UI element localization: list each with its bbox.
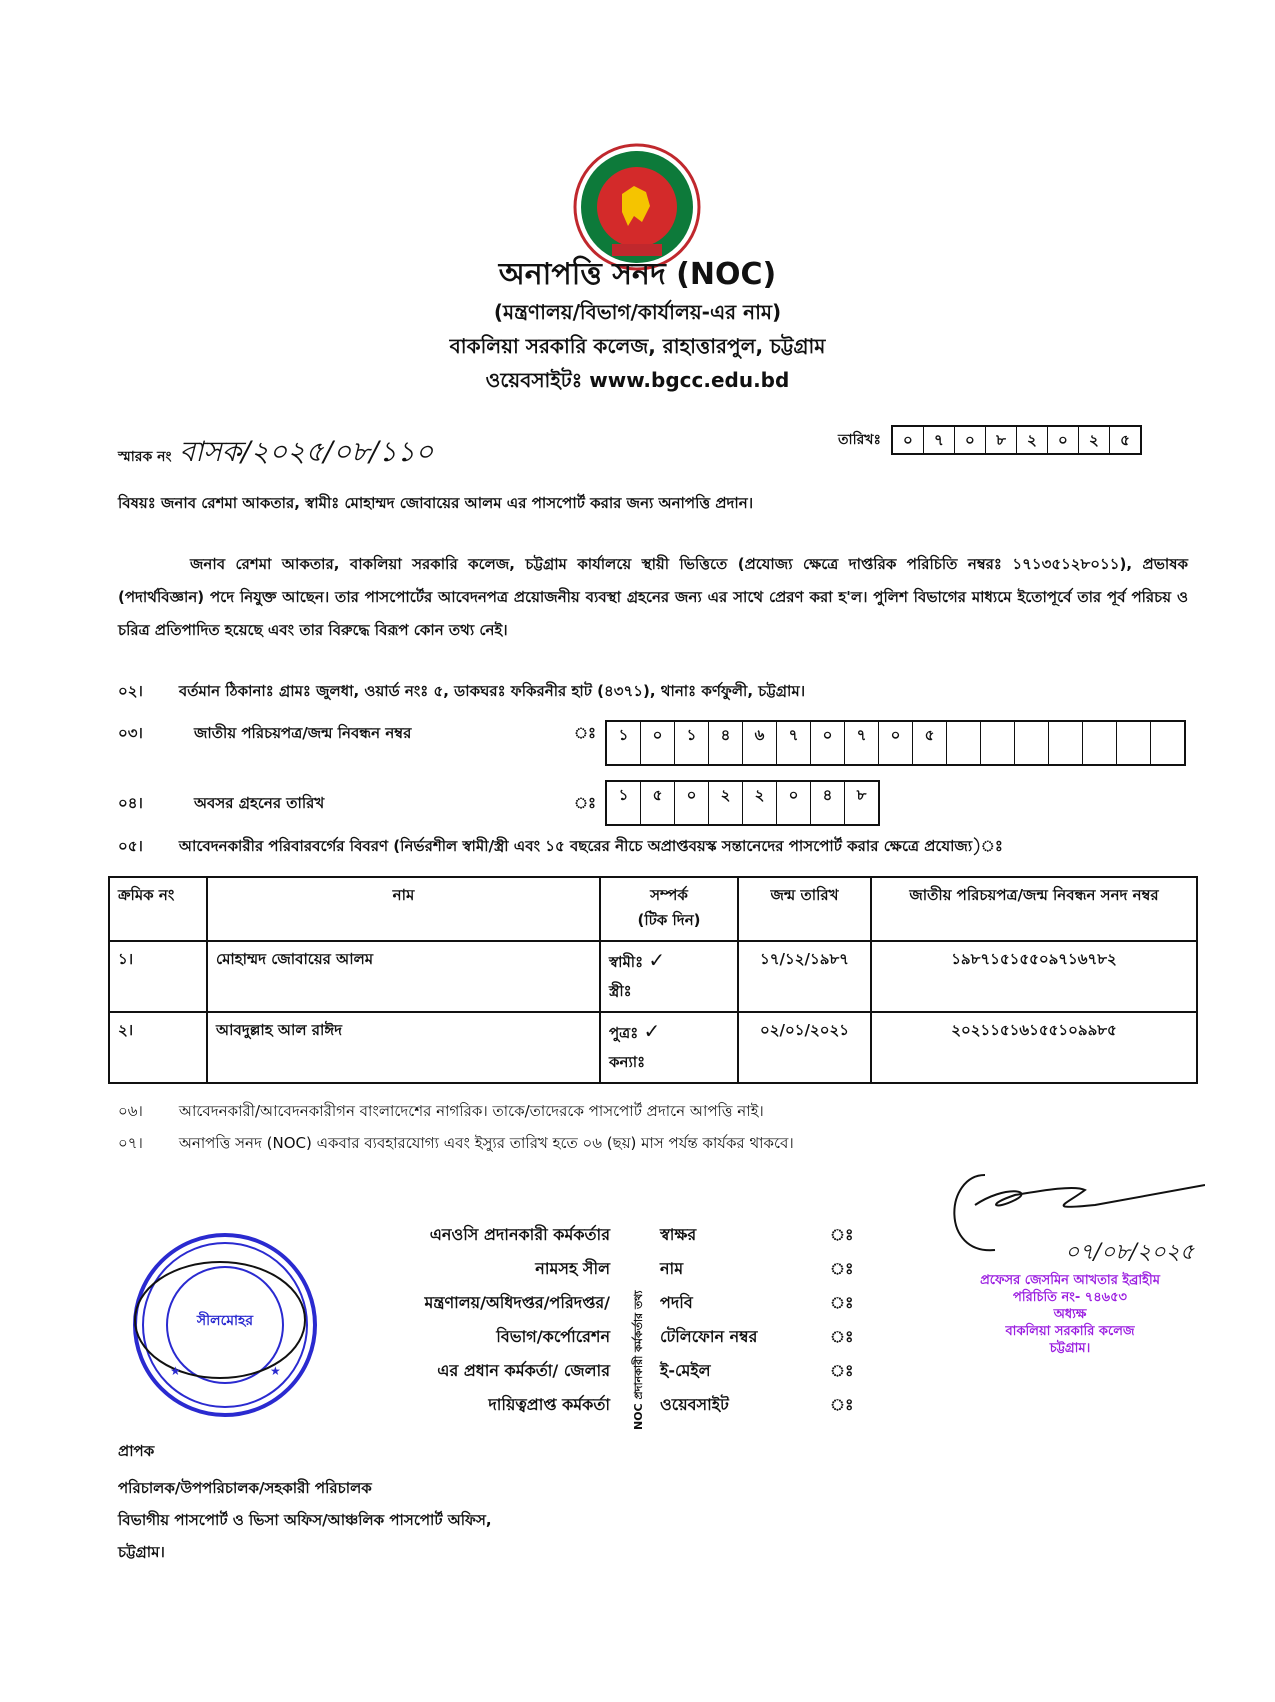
handwritten-signature bbox=[945, 1165, 1205, 1265]
field-colon: ঃ bbox=[830, 1361, 854, 1380]
cell-relation bbox=[600, 1012, 738, 1083]
date-digit-boxes bbox=[891, 425, 1142, 455]
field-colon: ঃ bbox=[830, 1225, 854, 1244]
digit-box: ৬ bbox=[743, 722, 777, 764]
officer-field-label bbox=[660, 1222, 860, 1256]
digit-box bbox=[1049, 722, 1083, 764]
relation-label: স্বামীঃ bbox=[609, 953, 644, 971]
header-id: জাতীয় পরিচয়পত্র/জন্ম নিবন্ধন সনদ নম্বর bbox=[871, 877, 1197, 941]
body-paragraph: জনাব রেশমা আকতার, বাকলিয়া সরকারি কলেজ, চট্টগ্রাম কার্যালয়ে স্থায়ী ভিত্তিতে (প্রযোজ্য ক্ষেত্রে দাপ্তরিক পরিচিতি নম্বরঃ ১৭১৩৫১২৮০১১), প্রভাষক (পদার্থবিজ্ঞান) পদে নিযুক্ত আছেন। তার পাসপোর্টের আবেদনপত্র প্রয়োজনীয় ব্যবস্থা গ্রহনের জন্য এর সাথে প্রেরণ করা হ'ল। পুলিশ বিভাগের মাধ্যমে ইতোপূর্বে তার পূর্ব পরিচয় ও চরিত্র প্রতিপাদিত হয়েছে এবং তার বিরুদ্ধে বিরূপ কোন তথ্য নেই। bbox=[118, 555, 1188, 639]
item-number: ০৩। bbox=[118, 724, 143, 742]
recipient-address bbox=[118, 1472, 492, 1568]
recipient-label: প্রাপক bbox=[118, 1442, 155, 1460]
name-stamp-line: প্রফেসর জেসমিন আখতার ইব্রাহীম bbox=[980, 1273, 1160, 1288]
digit-box bbox=[1083, 722, 1117, 764]
memo-number bbox=[118, 430, 433, 477]
digit-box: ০ bbox=[955, 427, 986, 453]
officer-field-label: এর প্রধান কর্মকর্তা/ জেলার bbox=[437, 1361, 610, 1380]
cell-name: মোহাম্মদ জোবায়ের আলম bbox=[207, 941, 600, 1012]
date-label: তারিখঃ bbox=[838, 432, 881, 448]
field-label-text: ই-মেইল bbox=[660, 1361, 711, 1380]
subject-line: বিষয়ঃ জনাব রেশমা আকতার, স্বামীঃ মোহাম্মদ জোবায়ের আলম এর পাসপোর্ট করার জন্য অনাপত্তি প্রদান। bbox=[118, 494, 754, 512]
digit-box: ২ bbox=[1079, 427, 1110, 453]
item-04-retirement-date bbox=[118, 792, 604, 817]
digit-box: ৪ bbox=[709, 722, 743, 764]
field-colon: ঃ bbox=[830, 1327, 854, 1346]
digit-box: ১ bbox=[675, 722, 709, 764]
check-mark-icon: ✓ bbox=[643, 1019, 661, 1043]
officer-field-label bbox=[660, 1256, 860, 1290]
relation-label: পুত্রঃ bbox=[609, 1024, 639, 1042]
cell-relation bbox=[600, 941, 738, 1012]
officer-field-label: দায়িত্বপ্রাপ্ত কর্মকর্তা bbox=[488, 1395, 610, 1414]
cell-id: ২০২১১৫১৬১৫৫১০৯৯৮৫ bbox=[871, 1012, 1197, 1083]
item-label: অবসর গ্রহনের তারিখ bbox=[194, 794, 325, 812]
svg-text:★: ★ bbox=[170, 1364, 181, 1378]
memo-value: বাসক/২০২৫/০৮/১১০ bbox=[179, 435, 434, 468]
header-name: নাম bbox=[207, 877, 600, 941]
relation-label: স্ত্রীঃ bbox=[609, 982, 632, 1000]
recipient-line: বিভাগীয় পাসপোর্ট ও ভিসা অফিস/আঞ্চলিক পাসপোর্ট অফিস, bbox=[118, 1511, 492, 1529]
field-label-text: স্বাক্ষর bbox=[660, 1225, 697, 1244]
digit-box bbox=[1151, 722, 1184, 764]
office-website: ওয়েবসাইটঃ www.bgcc.edu.bd bbox=[485, 368, 790, 392]
vertical-noc-label: NOC প্রদানকারী কর্মকর্তার তথ্য bbox=[632, 1290, 645, 1430]
digit-box: ৭ bbox=[924, 427, 955, 453]
item-label: জাতীয় পরিচয়পত্র/জন্ম নিবন্ধন নম্বর bbox=[194, 724, 412, 742]
officer-field-label: এনওসি প্রদানকারী কর্মকর্তার bbox=[429, 1225, 610, 1244]
digit-box: ৮ bbox=[986, 427, 1017, 453]
document-title: অনাপত্তি সনদ (NOC) bbox=[498, 257, 777, 292]
item-colon: ঃ bbox=[574, 794, 597, 812]
item-number: ০৬। bbox=[118, 1102, 143, 1120]
cell-id: ১৯৮৭১৫১৫৫০৯৭১৬৭৮২ bbox=[871, 941, 1197, 1012]
header-serial: ক্রমিক নং bbox=[109, 877, 207, 941]
table-header-row bbox=[109, 877, 1197, 941]
item-text: বর্তমান ঠিকানাঃ গ্রামঃ জুলধা, ওয়ার্ড নংঃ ৫, ডাকঘরঃ ফকিরনীর হাট (৪৩৭১), থানাঃ কর্ণফুলী, চট্টগ্রাম। bbox=[178, 682, 806, 700]
retirement-digit-boxes bbox=[605, 780, 880, 826]
svg-text:সীলমোহর: সীলমোহর bbox=[196, 1313, 254, 1329]
digit-box: ০ bbox=[811, 722, 845, 764]
digit-box: ০ bbox=[879, 722, 913, 764]
item-number: ০৪। bbox=[118, 794, 143, 812]
cell-serial: ২। bbox=[109, 1012, 207, 1083]
name-stamp-line: পরিচিতি নং- ৭৪৬৫৩ bbox=[1013, 1290, 1127, 1305]
recipient-line: চট্টগ্রাম। bbox=[118, 1543, 165, 1561]
item-06-citizenship bbox=[118, 1100, 764, 1125]
digit-box: ২ bbox=[743, 782, 777, 824]
digit-box: ৪ bbox=[811, 782, 845, 824]
cell-dob: ০২/০১/২০২১ bbox=[738, 1012, 871, 1083]
digit-box: ১ bbox=[607, 722, 641, 764]
digit-box bbox=[981, 722, 1015, 764]
item-text: অনাপত্তি সনদ (NOC) একবার ব্যবহারযোগ্য এবং ইস্যুর তারিখ হতে ০৬ (ছয়) মাস পর্যন্ত কার্যকর থাকবে। bbox=[178, 1134, 794, 1152]
field-colon: ঃ bbox=[830, 1293, 854, 1312]
digit-box: ৫ bbox=[641, 782, 675, 824]
field-label-text: টেলিফোন নম্বর bbox=[660, 1327, 758, 1346]
digit-box: ১ bbox=[607, 782, 641, 824]
table-row bbox=[109, 941, 1197, 1012]
check-mark-icon: ✓ bbox=[648, 948, 666, 972]
office-name: বাকলিয়া সরকারি কলেজ, রাহাত্তারপুল, চট্টগ্রাম bbox=[449, 334, 826, 358]
digit-box: ০ bbox=[893, 427, 924, 453]
item-05-family bbox=[118, 835, 1003, 860]
memo-date bbox=[838, 425, 1142, 455]
digit-box: ৭ bbox=[845, 722, 879, 764]
officer-field-label bbox=[660, 1392, 860, 1426]
header-relation: সম্পর্ক (টিক দিন) bbox=[600, 877, 738, 941]
officer-field-label bbox=[660, 1358, 860, 1392]
memo-label: স্মারক নং bbox=[118, 449, 172, 465]
signature-date: ০৭/০৮/২০২৫ bbox=[1065, 1240, 1195, 1265]
nid-digit-boxes bbox=[605, 720, 1186, 766]
officer-field-label bbox=[660, 1290, 860, 1324]
field-colon: ঃ bbox=[830, 1259, 854, 1278]
relation-label: কন্যাঃ bbox=[609, 1053, 646, 1071]
cell-dob: ১৭/১২/১৯৮৭ bbox=[738, 941, 871, 1012]
officer-field-label bbox=[660, 1324, 860, 1358]
digit-box: ০ bbox=[777, 782, 811, 824]
digit-box: ৫ bbox=[1120, 431, 1130, 449]
digit-box: ৫ bbox=[913, 722, 947, 764]
header-dob: জন্ম তারিখ bbox=[738, 877, 871, 941]
item-number: ০৭। bbox=[118, 1134, 143, 1152]
digit-box: ০ bbox=[675, 782, 709, 824]
officer-name-stamp bbox=[935, 1272, 1205, 1357]
item-text: আবেদনকারীর পরিবারবর্গের বিবরণ (নির্ভরশীল স্বামী/স্ত্রী এবং ১৫ বছরের নীচে অপ্রাপ্তবয়স্ক সন্তানেদের পাসপোর্ট করার ক্ষেত্রে প্রযোজ্য)ঃ bbox=[178, 837, 1003, 855]
item-text: আবেদনকারী/আবেদনকারীগন বাংলাদেশের নাগরিক। তাকে/তাদেরকে পাসপোর্ট প্রদানে আপত্তি নাই। bbox=[178, 1102, 764, 1120]
officer-field-label: মন্ত্রণালয়/অধিদপ্তর/পরিদপ্তর/ bbox=[424, 1293, 610, 1312]
digit-box: ২ bbox=[709, 782, 743, 824]
digit-box: ৮ bbox=[856, 786, 867, 804]
office-seal-stamp bbox=[125, 1225, 325, 1425]
digit-box bbox=[1117, 722, 1151, 764]
cell-name: আবদুল্লাহ আল রাঈদ bbox=[207, 1012, 600, 1083]
item-02-address bbox=[118, 680, 805, 705]
item-03-nid bbox=[118, 722, 604, 747]
digit-box: ২ bbox=[1017, 427, 1048, 453]
family-table bbox=[108, 876, 1198, 1084]
cell-serial: ১। bbox=[109, 941, 207, 1012]
officer-field-label: বিভাগ/কর্পোরেশন bbox=[496, 1327, 610, 1346]
field-label-text: ওয়েবসাইট bbox=[660, 1395, 729, 1414]
item-number: ০২। bbox=[118, 682, 143, 700]
item-number: ০৫। bbox=[118, 837, 143, 855]
digit-box: ০ bbox=[1048, 427, 1079, 453]
field-label-text: পদবি bbox=[660, 1293, 693, 1312]
name-stamp-line: চট্টগ্রাম। bbox=[1049, 1341, 1091, 1356]
field-colon: ঃ bbox=[830, 1395, 854, 1414]
svg-text:★: ★ bbox=[270, 1364, 281, 1378]
digit-box: ০ bbox=[641, 722, 675, 764]
item-07-validity bbox=[118, 1132, 794, 1157]
name-stamp-line: বাকলিয়া সরকারি কলেজ bbox=[1005, 1324, 1135, 1339]
digit-box: ৭ bbox=[777, 722, 811, 764]
digit-box bbox=[947, 722, 981, 764]
officer-right-labels bbox=[660, 1222, 860, 1426]
field-label-text: নাম bbox=[660, 1259, 684, 1278]
digit-box bbox=[1015, 722, 1049, 764]
table-row bbox=[109, 1012, 1197, 1083]
name-stamp-line: অধ্যক্ষ bbox=[1053, 1307, 1087, 1322]
officer-field-label: নামসহ সীল bbox=[535, 1259, 610, 1278]
office-type-subtitle: (মন্ত্রণালয়/বিভাগ/কার্যালয়-এর নাম) bbox=[493, 300, 782, 324]
officer-left-labels bbox=[380, 1222, 610, 1426]
recipient-line: পরিচালক/উপপরিচালক/সহকারী পরিচালক bbox=[118, 1479, 372, 1497]
item-colon: ঃ bbox=[574, 724, 597, 742]
